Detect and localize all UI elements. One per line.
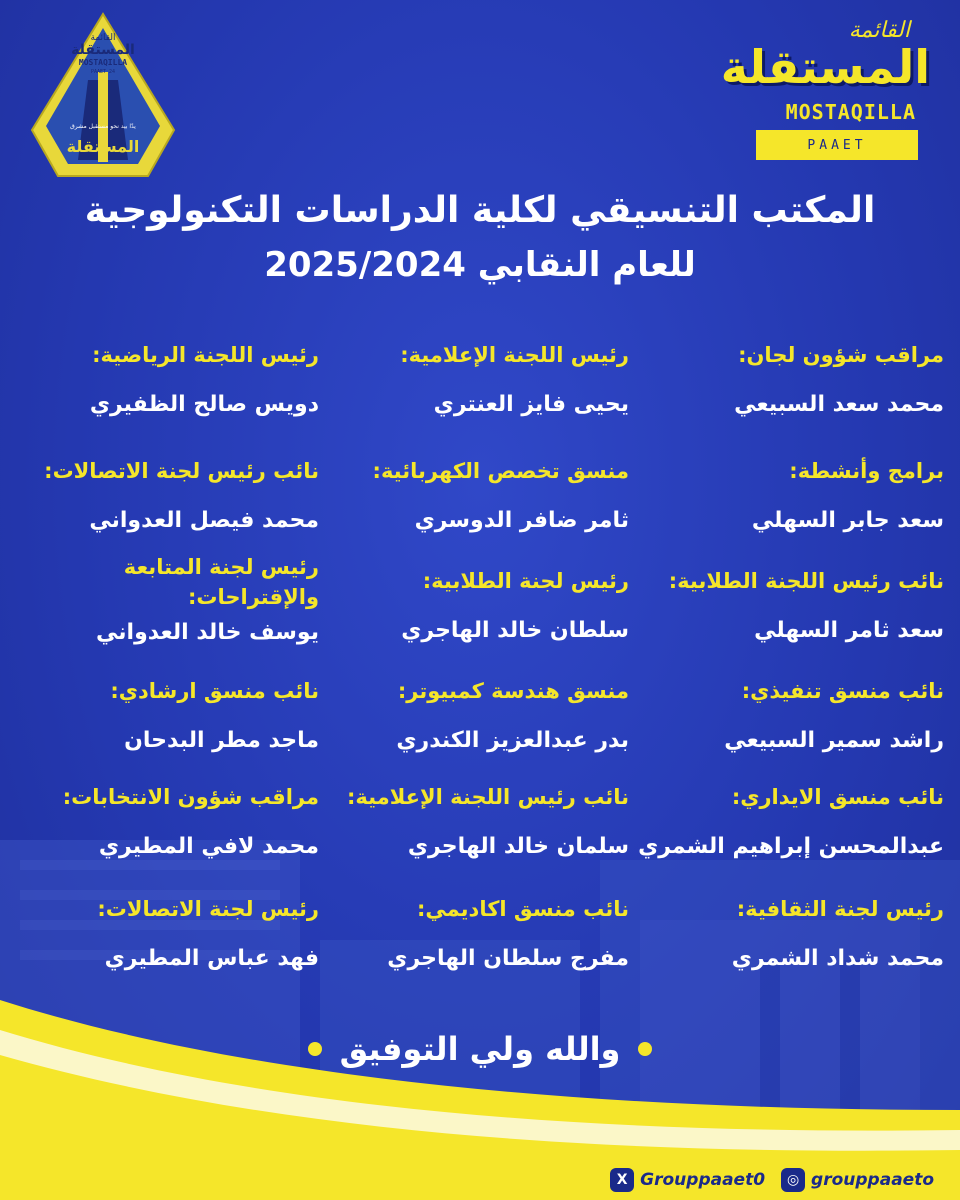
member-name: سلطان خالد الهاجري <box>401 618 629 643</box>
member-name: محمد لافي المطيري <box>98 834 319 859</box>
badge-icon <box>28 10 178 180</box>
member-name: سلمان خالد الهاجري <box>407 834 629 859</box>
member-name: يوسف خالد العدواني <box>96 620 319 645</box>
social-x[interactable] <box>610 1168 765 1192</box>
svg-text:القائمة: القائمة <box>90 33 116 43</box>
logo-latin-text: MOSTAQILLA <box>785 100 916 124</box>
social-handles <box>610 1168 934 1192</box>
role-entry <box>319 340 629 420</box>
svg-text:MOSTAQILLA: MOSTAQILLA <box>78 58 128 67</box>
member-name: محمد سعد السبيعي <box>734 392 944 417</box>
svg-text:المستقلة: المستقلة <box>71 42 135 58</box>
role-entry <box>319 894 629 974</box>
role-entry <box>319 456 629 536</box>
role-title: نائب رئيس اللجنة الإعلامية: <box>347 785 629 809</box>
role-title: برامج وأنشطة: <box>789 459 944 483</box>
svg-text:المستقلة: المستقلة <box>66 137 140 156</box>
logo-small-text: القائمة <box>848 18 910 43</box>
member-name: فهد عباس المطيري <box>104 946 319 971</box>
closing-line <box>0 1030 960 1068</box>
role-title: رئيس لجنة المتابعة والإقتراحات: <box>123 555 319 609</box>
role-title: نائب رئيس لجنة الاتصالات: <box>44 459 319 483</box>
role-title: رئيس لجنة الطلابية: <box>422 569 629 593</box>
role-entry <box>634 340 944 420</box>
member-name: محمد فيصل العدواني <box>89 508 319 533</box>
x-icon: X <box>610 1168 634 1192</box>
social-instagram[interactable] <box>781 1168 934 1192</box>
member-name: سعد ثامر السهلي <box>754 618 944 643</box>
role-title: منسق تخصص الكهربائية: <box>372 459 629 483</box>
member-name: يحيى فايز العنتري <box>433 392 629 417</box>
svg-text:يدًا بيد نحو مستقبل مشرق: يدًا بيد نحو مستقبل مشرق <box>70 123 136 130</box>
role-title: رئيس اللجنة الرياضية: <box>92 343 319 367</box>
x-handle[interactable]: Grouppaaet0 <box>640 1170 766 1190</box>
logo-main-text: المستقلة <box>720 40 930 94</box>
role-entry <box>9 456 319 536</box>
role-entry <box>319 566 629 646</box>
role-entry <box>634 566 944 646</box>
role-entry <box>319 782 629 862</box>
role-entry <box>634 676 944 756</box>
role-entry <box>634 782 944 862</box>
role-entry <box>9 676 319 756</box>
member-name: مفرج سلطان الهاجري <box>387 946 629 971</box>
member-name: سعد جابر السهلي <box>751 508 944 533</box>
member-name: راشد سمير السبيعي <box>724 728 944 753</box>
member-name: ماجد مطر البدحان <box>124 728 319 753</box>
role-title: نائب منسق ارشادي: <box>110 679 319 703</box>
role-entry <box>634 456 944 536</box>
instagram-icon: ◎ <box>781 1168 805 1192</box>
role-entry <box>319 676 629 756</box>
page-subtitle: للعام النقابي 2025/2024 <box>264 245 696 285</box>
closing-text: والله ولي التوفيق <box>339 1030 621 1068</box>
logo-paaet-bar: PAAET <box>756 130 918 160</box>
role-title: نائب رئيس اللجنة الطلابية: <box>668 569 944 593</box>
role-title: رئيس اللجنة الإعلامية: <box>400 343 629 367</box>
role-title: مراقب شؤون لجان: <box>738 343 944 367</box>
svg-text:PAAET 24: PAAET 24 <box>90 69 116 75</box>
role-title: نائب منسق اكاديمي: <box>416 897 629 921</box>
member-name: عبدالمحسن إبراهيم الشمري <box>638 834 944 859</box>
role-entry <box>9 552 319 648</box>
instagram-handle[interactable]: grouppaaeto <box>811 1170 934 1190</box>
role-entry <box>634 894 944 974</box>
member-name: دويس صالح الظفيري <box>89 392 319 417</box>
member-name: ثامر ضافر الدوسري <box>414 508 629 533</box>
role-entry <box>9 894 319 974</box>
role-title: نائب منسق الايداري: <box>731 785 944 809</box>
role-entry <box>9 782 319 862</box>
role-title: رئيس لجنة الثقافية: <box>736 897 944 921</box>
role-title: مراقب شؤون الانتخابات: <box>62 785 319 809</box>
member-name: محمد شداد الشمري <box>731 946 944 971</box>
role-title: منسق هندسة كمبيوتر: <box>397 679 629 703</box>
bullet-dot-icon <box>308 1042 322 1056</box>
role-title: نائب منسق تنفيذي: <box>741 679 944 703</box>
role-entry <box>9 340 319 420</box>
role-title: رئيس لجنة الاتصالات: <box>97 897 319 921</box>
member-name: بدر عبدالعزيز الكندري <box>396 728 629 753</box>
bullet-dot-icon <box>638 1042 652 1056</box>
right-logo <box>720 18 940 153</box>
left-logo-badge <box>28 10 178 180</box>
page-title: المكتب التنسيقي لكلية الدراسات التكنولوجية <box>84 190 876 231</box>
yellow-swoosh <box>0 960 960 1200</box>
